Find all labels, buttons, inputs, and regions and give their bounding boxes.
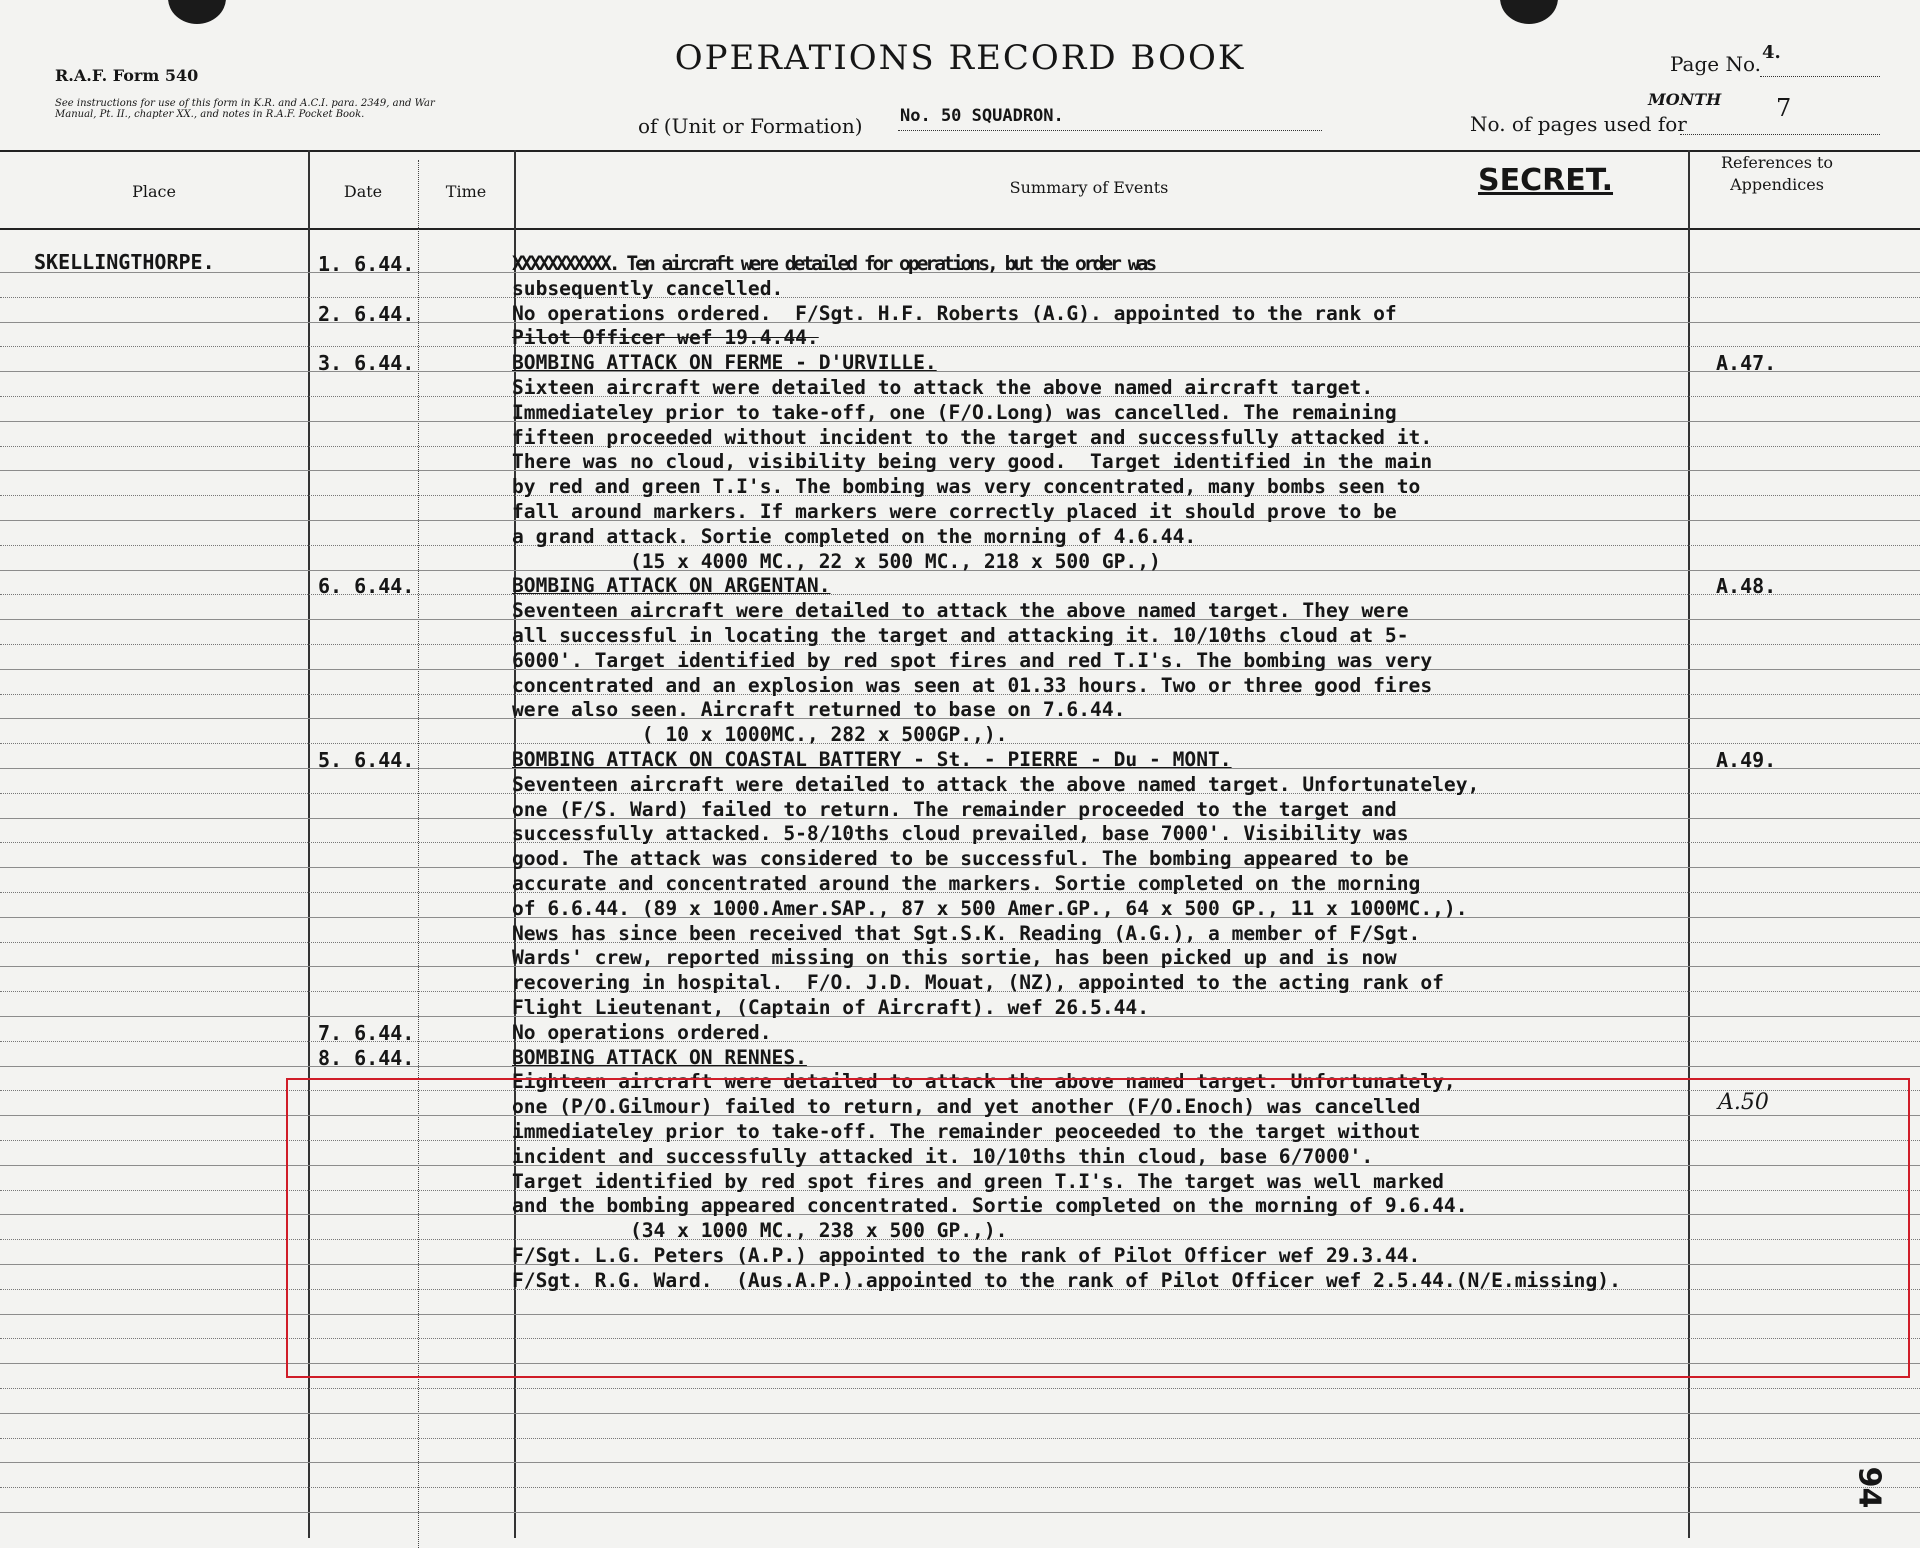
ruled-line bbox=[0, 1438, 1920, 1439]
header-rule-bottom bbox=[0, 228, 1920, 230]
pages-used-underline bbox=[1680, 134, 1880, 135]
handwritten-appendix-note: A.50 bbox=[1718, 1090, 1769, 1115]
entry-line: good. The attack was considered to be successful. The bombing appeared to be bbox=[512, 847, 1409, 871]
entry-line: XXXXXXXXXXX. Ten aircraft were detailed for operations, but the order was bbox=[512, 252, 1155, 275]
entry-line: accurate and concentrated around the markers. Sortie completed on the morning bbox=[512, 872, 1421, 895]
entry-line: one (P/O.Gilmour) failed to return, and yet another (F/O.Enoch) was cancelled bbox=[512, 1095, 1421, 1119]
entry-heading: BOMBING ATTACK ON FERME - D'URVILLE. bbox=[512, 351, 937, 375]
ruled-line bbox=[0, 346, 1920, 347]
entry-line: (34 x 1000 MC., 238 x 500 GP.,). bbox=[512, 1219, 1008, 1243]
entry-heading: BOMBING ATTACK ON COASTAL BATTERY - St. - PIERRE - Du - MONT. bbox=[512, 748, 1232, 771]
header-rule-top bbox=[0, 150, 1920, 152]
entry-line: fall around markers. If markers were correctly placed it should prove to be bbox=[512, 500, 1397, 523]
page-title: OPERATIONS RECORD BOOK bbox=[674, 38, 1246, 78]
pages-used-label: No. of pages used for bbox=[1470, 112, 1687, 136]
entry-date: 2. 6.44. bbox=[318, 301, 415, 326]
ruled-line bbox=[0, 1041, 1920, 1042]
form-instructions: See instructions for use of this form in K.R. and A.C.I. para. 2349, and War Manual, Pt. II., chapter XX., and notes in R.A.F. Pocket Book. bbox=[55, 98, 435, 120]
entry-line: ( 10 x 1000MC., 282 x 500GP.,). bbox=[512, 723, 1008, 747]
entry-heading: BOMBING ATTACK ON RENNES. bbox=[512, 1045, 807, 1069]
entry-date: 6. 6.44. bbox=[318, 574, 415, 599]
ruled-line bbox=[0, 1487, 1920, 1488]
entry-line: subsequently cancelled. bbox=[512, 276, 784, 300]
entry-line: Seventeen aircraft were detailed to attack the above named target. Unfortunateley, bbox=[512, 772, 1480, 796]
entry-appendix-reference: A.49. bbox=[1716, 748, 1777, 772]
entry-line: successfully attacked. 5-8/10ths cloud prevailed, base 7000'. Visibility was bbox=[512, 822, 1409, 846]
entry-line: incident and successfully attacked it. 10/10ths thin cloud, base 6/7000'. bbox=[512, 1144, 1374, 1168]
ruled-line bbox=[0, 297, 1920, 298]
entry-line: Target identified by red spot fires and green T.I's. The target was well marked bbox=[512, 1169, 1444, 1193]
entry-line: a grand attack. Sortie completed on the morning of 4.6.44. bbox=[512, 524, 1197, 548]
entry-line: all successful in locating the target and attacking it. 10/10ths cloud at 5- bbox=[512, 624, 1409, 647]
secret-stamp: SECRET. bbox=[1478, 163, 1614, 198]
column-header-place: Place bbox=[132, 182, 176, 201]
entry-line: recovering in hospital. F/O. J.D. Mouat, (NZ), appointed to the acting rank of bbox=[512, 971, 1444, 995]
entry-line: F/Sgt. L.G. Peters (A.P.) appointed to the rank of Pilot Officer wef 29.3.44. bbox=[512, 1244, 1421, 1267]
entry-line: Wards' crew, reported missing on this sortie, has been picked up and is now bbox=[512, 946, 1397, 970]
entry-line: immediateley prior to take-off. The remainder peoceeded to the target without bbox=[512, 1120, 1421, 1143]
punch-hole-right bbox=[1500, 0, 1558, 24]
page-number-label: Page No. bbox=[1670, 52, 1762, 76]
entry-date: 8. 6.44. bbox=[318, 1045, 415, 1070]
entry-line: No operations ordered. bbox=[512, 1020, 772, 1044]
entry-line: There was no cloud, visibility being very good. Target identified in the main bbox=[512, 450, 1433, 474]
ruled-line bbox=[0, 1413, 1920, 1414]
entry-line: were also seen. Aircraft returned to base on 7.6.44. bbox=[512, 698, 1126, 722]
column-header-summary: Summary of Events bbox=[1009, 178, 1169, 197]
entry-line: by red and green T.I's. The bombing was very concentrated, many bombs seen to bbox=[512, 475, 1421, 499]
unit-value: No. 50 SQUADRON. bbox=[900, 106, 1064, 126]
entry-date: 3. 6.44. bbox=[318, 351, 415, 376]
entry-appendix-reference: A.48. bbox=[1716, 574, 1777, 599]
entry-date: 1. 6.44. bbox=[318, 252, 415, 276]
ruled-line bbox=[0, 594, 1920, 595]
highlight-box bbox=[286, 1078, 1910, 1378]
entry-line: fifteen proceeded without incident to the target and successfully attacked it. bbox=[512, 425, 1433, 449]
entry-line: News has since been received that Sgt.S.K. Reading (A.G.), a member of F/Sgt. bbox=[512, 921, 1421, 945]
entry-line: of 6.6.44. (89 x 1000.Amer.SAP., 87 x 500 Amer.GP., 64 x 500 GP., 11 x 1000MC.,). bbox=[512, 896, 1468, 920]
ruled-line bbox=[0, 1512, 1920, 1513]
ruled-line bbox=[0, 1066, 1920, 1067]
ruled-line bbox=[0, 1388, 1920, 1389]
form-id: R.A.F. Form 540 bbox=[55, 66, 199, 85]
entry-line: concentrated and an explosion was seen at 01.33 hours. Two or three good fires bbox=[512, 673, 1433, 697]
place-name: SKELLINGTHORPE. bbox=[34, 250, 215, 274]
page-number-value: 4. bbox=[1762, 42, 1781, 63]
pages-used-month: MONTH bbox=[1648, 90, 1722, 109]
column-header-references: References to Appendices bbox=[1720, 153, 1834, 194]
entry-line: 6000'. Target identified by red spot fires and red T.I's. The bombing was very bbox=[512, 648, 1433, 672]
entry-heading: BOMBING ATTACK ON ARGENTAN. bbox=[512, 574, 831, 598]
punch-hole-left bbox=[168, 0, 226, 24]
entry-line: Seventeen aircraft were detailed to attack the above named target. They were bbox=[512, 599, 1409, 623]
entry-line: and the bombing appeared concentrated. Sortie completed on the morning of 9.6.44. bbox=[512, 1194, 1468, 1218]
ruled-line bbox=[0, 371, 1920, 372]
column-header-time: Time bbox=[445, 182, 487, 201]
page-number-underline bbox=[1760, 76, 1880, 77]
unit-underline bbox=[898, 130, 1322, 131]
entry-appendix-reference: A.47. bbox=[1716, 351, 1777, 376]
column-header-date: Date bbox=[343, 182, 383, 201]
entry-line: Flight Lieutenant, (Captain of Aircraft). wef 26.5.44. bbox=[512, 996, 1150, 1019]
entry-line: Immediateley prior to take-off, one (F/O.Long) was cancelled. The remaining bbox=[512, 400, 1397, 424]
ruled-line bbox=[0, 1462, 1920, 1463]
entry-line: Eighteen aircraft were detailed to attack the above named target. Unfortunately, bbox=[512, 1070, 1456, 1094]
unit-label: of (Unit or Formation) bbox=[638, 114, 863, 138]
entry-line: one (F/S. Ward) failed to return. The remainder proceeded to the target and bbox=[512, 797, 1397, 821]
entry-line: Sixteen aircraft were detailed to attack the above named aircraft target. bbox=[512, 376, 1374, 399]
entry-line: Pilot Officer wef 19.4.44. bbox=[512, 326, 819, 350]
margin-page-number: 94 bbox=[1851, 1466, 1887, 1509]
entry-line: F/Sgt. R.G. Ward. (Aus.A.P.).appointed to the rank of Pilot Officer wef 2.5.44.(N/E.missing). bbox=[512, 1268, 1621, 1292]
entry-date: 7. 6.44. bbox=[318, 1020, 415, 1045]
entry-line: (15 x 4000 MC., 22 x 500 MC., 218 x 500 GP.,) bbox=[512, 549, 1161, 573]
pages-used-value: 7 bbox=[1776, 94, 1792, 122]
entry-date: 5. 6.44. bbox=[318, 748, 415, 772]
entry-line: No operations ordered. F/Sgt. H.F. Roberts (A.G). appointed to the rank of bbox=[512, 301, 1397, 325]
